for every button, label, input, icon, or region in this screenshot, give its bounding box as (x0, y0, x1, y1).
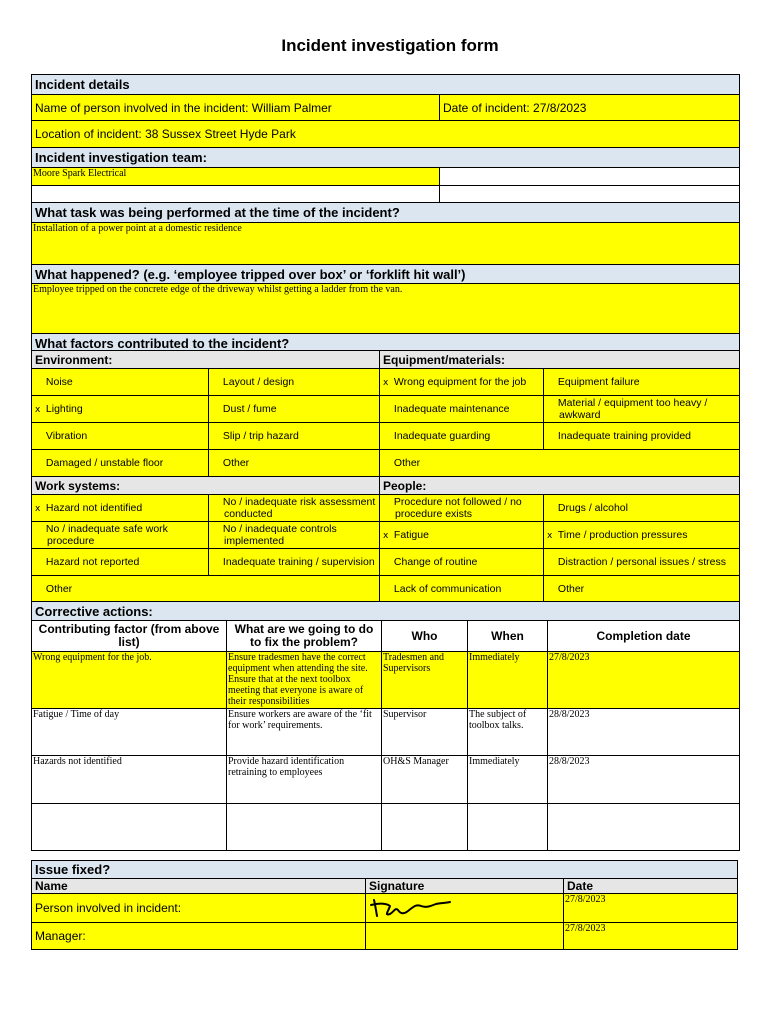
factors-heading: What factors contributed to the incident? (32, 334, 740, 353)
corrective-who-cell[interactable]: Tradesmen and Supervisors (382, 652, 468, 709)
corrective-who-cell[interactable]: OH&S Manager (382, 756, 468, 804)
team-member-4-field[interactable] (440, 186, 740, 203)
corrective-factor-cell[interactable]: Wrong equipment for the job. (32, 652, 227, 709)
factor-label: Inadequate training / supervision (222, 556, 375, 568)
factor-option-material-equipment-too-heavy[interactable] (544, 396, 740, 423)
factor-option-slip-trip-hazard[interactable] (209, 423, 380, 450)
col-signature: Signature (366, 879, 564, 894)
team-member-3-field[interactable] (32, 186, 440, 203)
factor-option-fatigue[interactable] (380, 522, 544, 549)
team-heading: Incident investigation team: (32, 148, 740, 168)
corrective-completion-cell[interactable]: 28/8/2023 (548, 709, 740, 756)
factor-label: Inadequate guarding (393, 430, 491, 442)
manager-signature-field[interactable] (366, 923, 564, 950)
factor-label: Vibration (45, 430, 88, 442)
col-who: Who (382, 621, 468, 652)
factor-label: Change of routine (393, 556, 478, 568)
work-systems-subheading: Work systems: (32, 477, 380, 495)
factor-label-continued: conducted (224, 508, 273, 520)
corrective-factor-cell[interactable]: Fatigue / Time of day (32, 709, 227, 756)
location-field[interactable]: Location of incident: 38 Sussex Street Hyde Park (32, 121, 740, 148)
incident-date-field[interactable]: Date of incident: 27/8/2023 (440, 95, 740, 121)
factor-option-change-of-routine[interactable] (380, 549, 544, 576)
factor-label-continued: implemented (224, 535, 285, 547)
factor-label: Layout / design (222, 376, 295, 388)
factor-label: Procedure not followed / no (393, 496, 522, 508)
factor-option-inadequate-training-provided[interactable] (544, 423, 740, 450)
col-name: Name (32, 879, 366, 894)
factor-option-hazard-not-reported[interactable] (32, 549, 209, 576)
factor-option-hazard-not-identified[interactable] (32, 495, 209, 522)
equipment-subheading: Equipment/materials: (380, 351, 740, 369)
corrective-fix-cell[interactable]: Ensure workers are aware of the ‘fit for work’ requirements. (227, 709, 382, 756)
factor-option-equipment-failure[interactable] (544, 369, 740, 396)
team-member-1-field[interactable]: Moore Spark Electrical (32, 168, 440, 186)
factor-option-noise[interactable] (32, 369, 209, 396)
corrective-row (32, 652, 740, 709)
col-when: When (468, 621, 548, 652)
col-fix-problem: What are we going to do to fix the problem? (227, 621, 382, 652)
factors-checklist (31, 350, 740, 603)
factor-option-layout-design[interactable] (209, 369, 380, 396)
factor-label-continued: awkward (559, 409, 601, 421)
factor-option-drugs-alcohol[interactable] (544, 495, 740, 522)
factor-option-other[interactable] (32, 576, 380, 603)
factor-label: Fatigue (393, 528, 429, 541)
corrective-heading: Corrective actions: (32, 602, 740, 621)
factor-label: No / inadequate safe work (45, 523, 168, 535)
factor-label: Hazard not identified (45, 501, 143, 514)
factor-option-procedure-not-followed-no[interactable] (380, 495, 544, 522)
task-heading: What task was being performed at the time of the incident? (32, 203, 740, 223)
corrective-fix-cell[interactable]: Ensure tradesmen have the correct equipment when attending the site. Ensure that at the next toolbox meeting that everyone is aware of their responsibilities (227, 652, 382, 709)
person-name-field[interactable]: Name of person involved in the incident: William Palmer (32, 95, 440, 121)
factor-option-damaged-unstable-floor[interactable] (32, 450, 209, 477)
team-member-2-field[interactable] (440, 168, 740, 186)
factor-option-wrong-equipment-for-the-job[interactable] (380, 369, 544, 396)
signature-image (368, 894, 468, 922)
factor-option-inadequate-training-supervision[interactable] (209, 549, 380, 576)
incident-form (31, 74, 740, 353)
environment-subheading: Environment: (32, 351, 380, 369)
factor-label: Other (45, 583, 73, 595)
factor-option-no-inadequate-risk-assessment[interactable] (209, 495, 380, 522)
factor-label: Other (557, 583, 585, 595)
task-answer-field[interactable]: Installation of a power point at a domestic residence (32, 223, 740, 265)
incident-details-heading: Incident details (32, 75, 740, 95)
page-title: Incident investigation form (281, 36, 499, 55)
corrective-completion-cell[interactable] (548, 804, 740, 851)
factor-option-other[interactable] (544, 576, 740, 603)
corrective-who-cell[interactable]: Supervisor (382, 709, 468, 756)
factor-label: Damaged / unstable floor (45, 457, 164, 469)
corrective-actions-table (31, 601, 740, 851)
factor-label: Other (222, 457, 250, 469)
corrective-when-cell[interactable] (468, 804, 548, 851)
corrective-row (32, 709, 740, 756)
factor-label: Slip / trip hazard (222, 430, 299, 442)
factor-option-no-inadequate-safe-work[interactable] (32, 522, 209, 549)
factor-label-continued: procedure (47, 535, 95, 547)
checked-mark-icon[interactable]: x (35, 404, 41, 415)
people-subheading: People: (380, 477, 740, 495)
corrective-when-cell[interactable]: Immediately (468, 756, 548, 804)
corrective-row (32, 804, 740, 851)
issue-fixed-table (31, 860, 738, 950)
factor-option-lighting[interactable] (32, 396, 209, 423)
factor-label: Drugs / alcohol (557, 502, 628, 514)
factor-option-other[interactable] (209, 450, 380, 477)
manager-date-field[interactable]: 27/8/2023 (564, 923, 738, 950)
checked-mark-icon[interactable]: x (35, 503, 41, 514)
corrective-row (32, 756, 740, 804)
factor-label: Time / production pressures (557, 528, 688, 541)
corrective-factor-cell[interactable] (32, 804, 227, 851)
what-happened-heading: What happened? (e.g. ‘employee tripped over box’ or ‘forklift hit wall’) (32, 265, 740, 284)
factor-label: Lack of communication (393, 583, 502, 595)
factor-label: Wrong equipment for the job (393, 375, 527, 388)
person-date-field[interactable]: 27/8/2023 (564, 894, 738, 923)
factor-option-lack-of-communication[interactable] (380, 576, 544, 603)
factor-label: Inadequate maintenance (393, 403, 510, 415)
corrective-fix-cell[interactable] (227, 804, 382, 851)
corrective-who-cell[interactable] (382, 804, 468, 851)
factor-label: Dust / fume (222, 403, 277, 415)
factor-option-inadequate-maintenance[interactable] (380, 396, 544, 423)
col-contributing-factor: Contributing factor (from above list) (32, 621, 227, 652)
checked-mark-icon[interactable]: x (547, 530, 553, 541)
person-involved-label: Person involved in incident: (32, 894, 366, 923)
factor-label: Equipment failure (557, 376, 640, 388)
corrective-completion-cell[interactable]: 28/8/2023 (548, 756, 740, 804)
factor-label: Lighting (45, 402, 83, 415)
factor-option-time-production-pressures[interactable] (544, 522, 740, 549)
col-date: Date (564, 879, 738, 894)
corrective-factor-cell[interactable]: Hazards not identified (32, 756, 227, 804)
corrective-when-cell[interactable]: Immediately (468, 652, 548, 709)
factor-label: Hazard not reported (45, 556, 140, 568)
col-completion-date: Completion date (548, 621, 740, 652)
factor-label: Distraction / personal issues / stress (557, 556, 726, 568)
factor-label: Inadequate training provided (557, 430, 692, 442)
factor-option-other[interactable] (380, 450, 740, 477)
factor-option-vibration[interactable] (32, 423, 209, 450)
factor-option-inadequate-guarding[interactable] (380, 423, 544, 450)
corrective-when-cell[interactable]: The subject of toolbox talks. (468, 709, 548, 756)
person-signature-field[interactable] (366, 894, 564, 923)
factor-option-dust-fume[interactable] (209, 396, 380, 423)
factor-option-distraction-personal-issues-stress[interactable] (544, 549, 740, 576)
factor-label: No / inadequate controls (222, 523, 337, 535)
factor-option-no-inadequate-controls[interactable] (209, 522, 380, 549)
what-happened-field[interactable]: Employee tripped on the concrete edge of the driveway whilst getting a ladder from the van. (32, 284, 740, 334)
checked-mark-icon[interactable]: x (383, 377, 389, 388)
factor-label-continued: procedure exists (395, 508, 473, 520)
corrective-completion-cell[interactable]: 27/8/2023 (548, 652, 740, 709)
factor-label: Noise (45, 376, 73, 388)
checked-mark-icon[interactable]: x (383, 530, 389, 541)
factor-label: No / inadequate risk assessment (222, 496, 376, 508)
factor-label: Other (393, 457, 421, 469)
factor-label: Material / equipment too heavy / (557, 397, 708, 409)
corrective-fix-cell[interactable]: Provide hazard identification retraining to employees (227, 756, 382, 804)
manager-label: Manager: (32, 923, 366, 950)
issue-fixed-heading: Issue fixed? (32, 861, 738, 879)
